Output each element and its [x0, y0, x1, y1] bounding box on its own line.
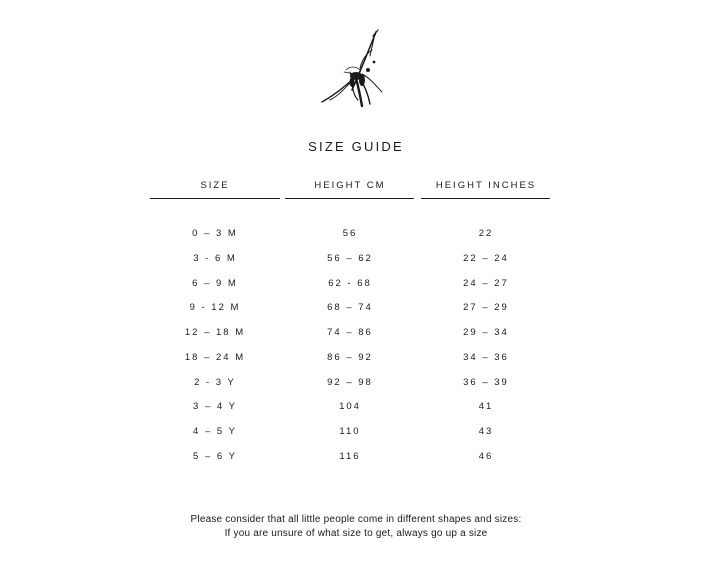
size-cell: 3 – 4 Y: [193, 401, 237, 413]
header-divider: [285, 198, 414, 199]
column-header-height-cm: HEIGHT CM: [314, 180, 386, 191]
page-title: SIZE GUIDE: [308, 139, 404, 154]
column-header-height-inches: HEIGHT INCHES: [435, 180, 537, 191]
table-row: [0, 327, 712, 352]
height-cm-cell: 68 – 74: [327, 302, 373, 314]
height-cm-cell: 110: [339, 426, 361, 437]
sizing-note-line-1: Please consider that all little people come in different shapes and sizes:: [190, 514, 522, 525]
size-cell: 0 – 3 M: [192, 228, 238, 239]
size-cell: 12 – 18 M: [184, 327, 246, 338]
height-inches-cell: 46: [478, 450, 494, 462]
height-cm-cell: 86 – 92: [327, 351, 373, 363]
sizing-note-line-2: If you are unsure of what size to get, always go up a size: [224, 528, 488, 539]
table-row: [0, 302, 712, 327]
height-inches-cell: 24 – 27: [463, 277, 509, 289]
height-inches-cell: 27 – 29: [463, 302, 509, 314]
height-inches-cell: 29 – 34: [463, 327, 509, 338]
table-row: [0, 352, 712, 377]
height-cm-cell: 104: [339, 401, 361, 413]
height-inches-cell: 22 – 24: [463, 252, 509, 264]
table-row: [0, 253, 712, 278]
size-cell: 18 – 24 M: [184, 351, 246, 363]
brand-mark-icon: [316, 26, 388, 110]
table-row: [0, 228, 712, 253]
size-cell: 9 - 12 M: [189, 302, 241, 314]
table-row: [0, 401, 712, 426]
height-cm-cell: 56 – 62: [327, 252, 373, 264]
size-cell: 4 – 5 Y: [193, 426, 237, 437]
height-cm-cell: 62 - 68: [328, 277, 372, 289]
table-row: [0, 278, 712, 303]
size-cell: 6 – 9 M: [192, 277, 238, 289]
height-cm-cell: 92 – 98: [327, 376, 373, 388]
height-inches-cell: 34 – 36: [463, 351, 509, 363]
column-header-size: SIZE: [200, 180, 230, 191]
height-cm-cell: 56: [342, 228, 358, 239]
height-inches-cell: 41: [478, 401, 494, 413]
size-cell: 3 - 6 M: [193, 252, 237, 264]
table-row: [0, 426, 712, 451]
table-row: [0, 451, 712, 476]
height-cm-cell: 74 – 86: [327, 327, 373, 338]
header-divider: [150, 198, 280, 199]
height-inches-cell: 36 – 39: [463, 376, 509, 388]
table-row: [0, 377, 712, 402]
height-cm-cell: 116: [339, 450, 361, 462]
size-cell: 2 - 3 Y: [194, 376, 236, 388]
size-cell: 5 – 6 Y: [193, 450, 237, 462]
height-inches-cell: 43: [478, 426, 494, 437]
size-table-body: [0, 228, 712, 476]
height-inches-cell: 22: [478, 228, 494, 239]
header-divider: [421, 198, 550, 199]
